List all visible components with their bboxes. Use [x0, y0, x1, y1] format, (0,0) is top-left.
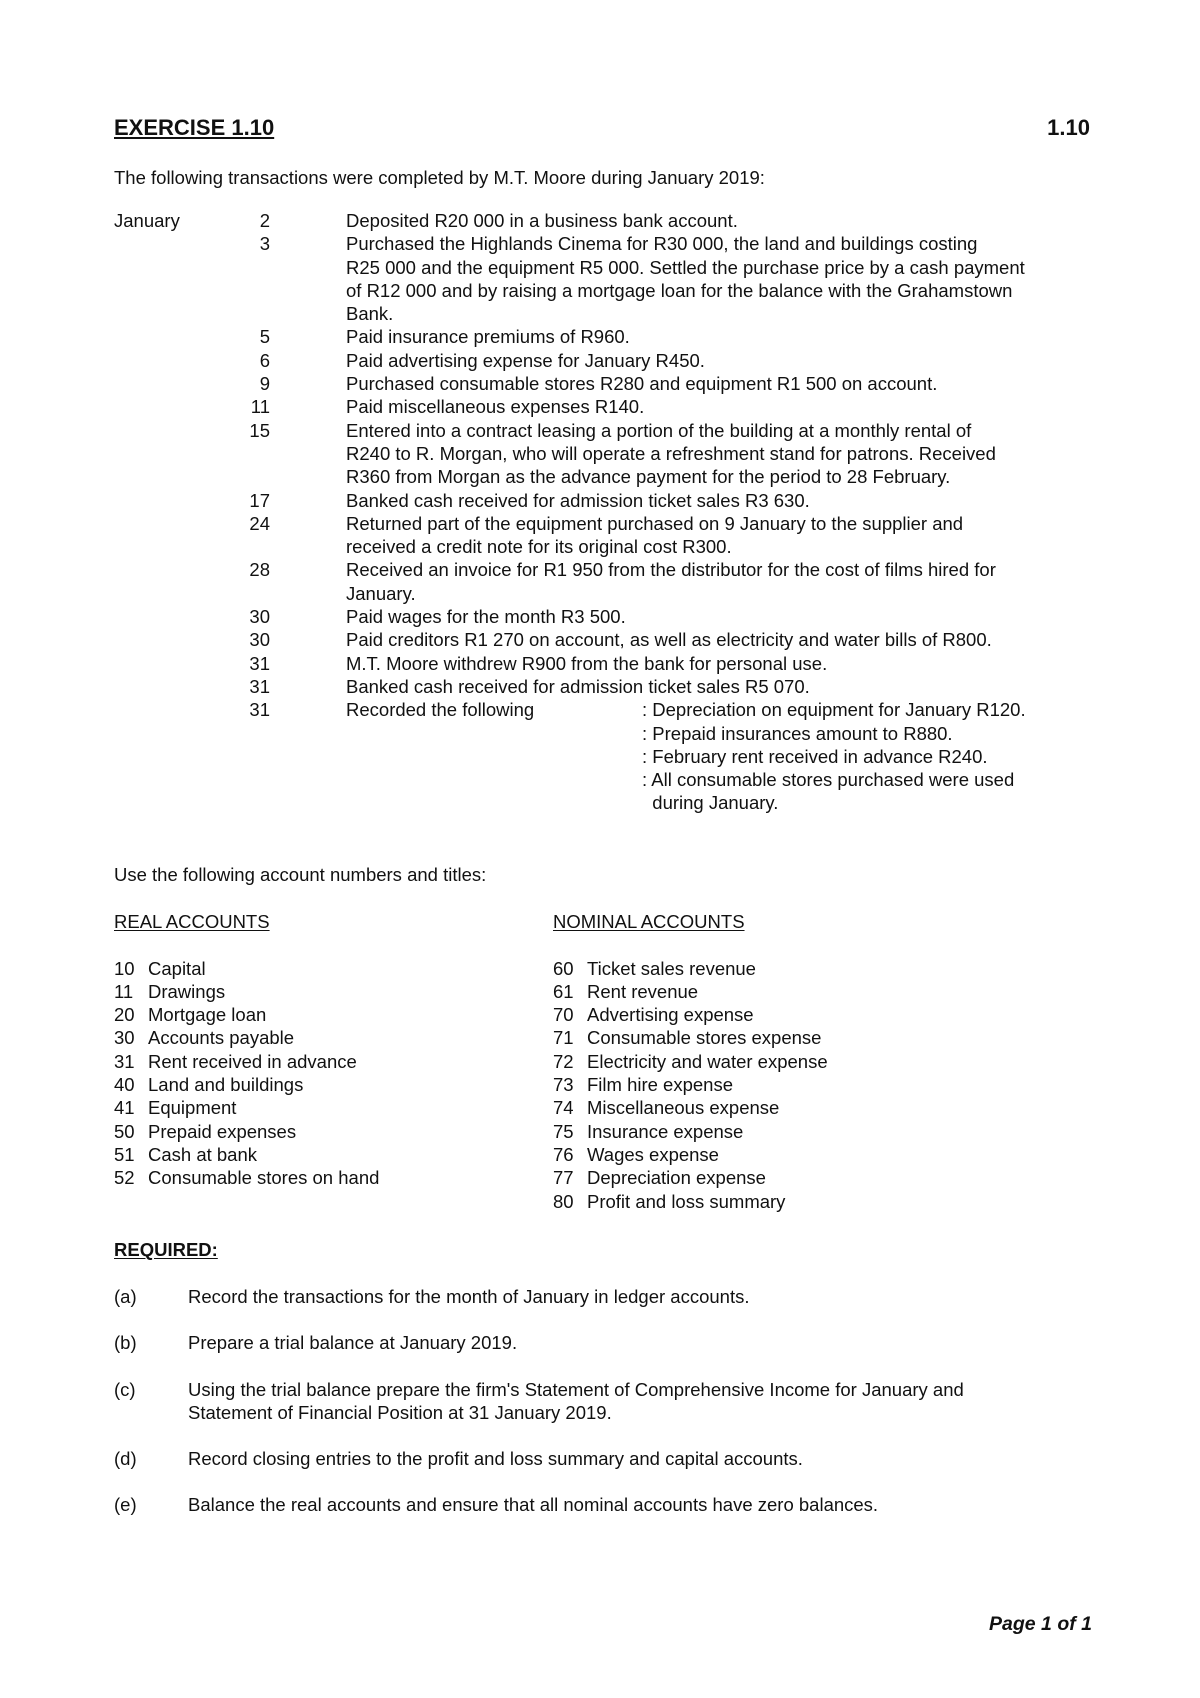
transaction-text — [346, 628, 1094, 651]
account-title: Consumable stores on hand — [148, 1167, 380, 1189]
transaction-text — [346, 489, 1094, 512]
transaction-month — [114, 232, 224, 325]
required-letter: (d) — [114, 1448, 137, 1470]
real-account-item — [114, 1096, 379, 1119]
required-item — [114, 1285, 1094, 1308]
exercise-number: 1.10 — [1047, 115, 1090, 140]
transaction-row — [114, 628, 1094, 651]
transaction-line: Bank. — [346, 303, 394, 325]
transaction-text — [346, 558, 1094, 605]
transaction-line: received a credit note for its original cost R300. — [346, 536, 732, 558]
transaction-month: January — [114, 210, 180, 231]
required-text — [188, 1447, 1094, 1470]
transaction-line: Received an invoice for R1 950 from the distributor for the cost of films hired for — [346, 559, 996, 581]
transaction-month — [114, 325, 224, 348]
required-line: Using the trial balance prepare the firm's Statement of Comprehensive Income for January and — [188, 1378, 964, 1400]
transaction-line: of R12 000 and by raising a mortgage loan for the balance with the Grahamstown — [346, 279, 1013, 301]
account-number: 41 — [114, 1097, 135, 1119]
transaction-text — [346, 419, 1094, 489]
transaction-month — [114, 605, 224, 628]
account-title: Rent received in advance — [148, 1050, 357, 1072]
transaction-day: 9 — [259, 373, 270, 395]
transaction-row — [114, 652, 1094, 675]
account-title: Insurance expense — [587, 1120, 744, 1142]
transaction-day: 17 — [249, 489, 270, 511]
transaction-month — [114, 349, 224, 372]
account-title: Wages expense — [587, 1143, 719, 1165]
account-title: Ticket sales revenue — [587, 957, 756, 979]
transaction-text — [346, 605, 1094, 628]
nominal-account-item — [553, 1003, 828, 1026]
transaction-text — [346, 395, 1094, 418]
required-line: Record the transactions for the month of January in ledger accounts. — [188, 1286, 750, 1307]
transaction-line: Paid wages for the month R3 500. — [346, 606, 626, 628]
transaction-month — [114, 419, 224, 489]
required-text — [188, 1493, 1094, 1516]
account-number: 61 — [553, 980, 574, 1002]
adjustment-note: : Prepaid insurances amount to R880. — [642, 722, 953, 744]
account-title: Equipment — [148, 1097, 237, 1119]
required-line: Statement of Financial Position at 31 January 2019. — [188, 1401, 612, 1423]
account-number: 40 — [114, 1074, 135, 1096]
account-title: Prepaid expenses — [148, 1120, 297, 1142]
transaction-day: 31 — [249, 652, 270, 674]
transaction-day: 31 — [249, 699, 270, 721]
account-number: 10 — [114, 957, 135, 979]
account-title: Mortgage loan — [148, 1004, 267, 1026]
required-letter: (c) — [114, 1378, 136, 1400]
adjustment-note: : All consumable stores purchased were used — [642, 769, 1015, 791]
transaction-row — [114, 395, 1094, 418]
nominal-account-item — [553, 1120, 828, 1143]
transaction-month — [114, 395, 224, 418]
account-title: Film hire expense — [587, 1074, 734, 1096]
transaction-month — [114, 628, 224, 651]
transaction-text — [346, 349, 1094, 372]
account-number: 11 — [114, 980, 134, 1002]
account-title: Accounts payable — [148, 1027, 295, 1049]
account-number: 20 — [114, 1004, 135, 1026]
required-heading: REQUIRED: — [114, 1239, 218, 1260]
transaction-line: Paid miscellaneous expenses R140. — [346, 396, 645, 418]
required-line: Prepare a trial balance at January 2019. — [188, 1332, 518, 1354]
required-line: Balance the real accounts and ensure that all nominal accounts have zero balances. — [188, 1494, 879, 1516]
transaction-line: Banked cash received for admission ticket sales R5 070. — [346, 675, 810, 697]
accounts-intro: Use the following account numbers and titles: — [114, 864, 487, 885]
transaction-row — [114, 605, 1094, 628]
account-title: Electricity and water expense — [587, 1050, 828, 1072]
transaction-day: 31 — [249, 675, 270, 697]
transaction-text — [346, 675, 1094, 698]
account-title: Depreciation expense — [587, 1167, 766, 1189]
real-account-item — [114, 1073, 379, 1096]
exercise-header — [114, 116, 1090, 146]
transaction-text — [346, 372, 1094, 395]
required-list — [114, 1285, 1094, 1540]
account-title: Capital — [148, 957, 206, 979]
account-number: 72 — [553, 1050, 574, 1072]
required-item — [114, 1331, 1094, 1354]
transaction-row — [114, 209, 1094, 232]
nominal-account-item — [553, 1050, 828, 1073]
transaction-list — [114, 209, 1094, 815]
transaction-row — [114, 512, 1094, 559]
account-title: Drawings — [148, 980, 226, 1002]
transaction-text — [346, 652, 1094, 675]
transaction-day: 11 — [250, 396, 270, 418]
nominal-account-item — [553, 1143, 828, 1166]
required-item — [114, 1447, 1094, 1470]
real-account-item — [114, 980, 379, 1003]
real-account-item — [114, 1166, 379, 1189]
transaction-row — [114, 372, 1094, 395]
transaction-row — [114, 419, 1094, 489]
nominal-account-item — [553, 980, 828, 1003]
transaction-line: Deposited R20 000 in a business bank account. — [346, 210, 738, 231]
transaction-line: M.T. Moore withdrew R900 from the bank for personal use. — [346, 652, 828, 674]
account-title: Profit and loss summary — [587, 1190, 786, 1212]
account-number: 30 — [114, 1027, 135, 1049]
transaction-line: R360 from Morgan as the advance payment for the period to 28 February. — [346, 466, 951, 488]
transaction-line: Purchased the Highlands Cinema for R30 000, the land and buildings costing — [346, 233, 978, 255]
required-letter: (a) — [114, 1286, 137, 1307]
nominal-account-item — [553, 1096, 828, 1119]
transaction-row — [114, 698, 1094, 814]
account-number: 71 — [553, 1027, 574, 1049]
transaction-row — [114, 558, 1094, 605]
transaction-month — [114, 698, 224, 814]
required-letter: (b) — [114, 1332, 137, 1354]
transaction-line: R25 000 and the equipment R5 000. Settled the purchase price by a cash payment — [346, 256, 1025, 278]
account-title: Land and buildings — [148, 1074, 304, 1096]
required-text — [188, 1285, 1094, 1308]
transaction-line: Purchased consumable stores R280 and equipment R1 500 on account. — [346, 373, 938, 395]
transaction-day: 30 — [249, 606, 270, 628]
adjustment-note: during January. — [642, 792, 779, 814]
transaction-line: Entered into a contract leasing a portion of the building at a monthly rental of — [346, 419, 972, 441]
transaction-text — [346, 512, 1094, 559]
real-account-item — [114, 1050, 379, 1073]
transaction-row — [114, 232, 1094, 325]
transaction-month — [114, 512, 224, 559]
real-accounts — [114, 910, 379, 1190]
account-number: 52 — [114, 1167, 135, 1189]
account-title: Consumable stores expense — [587, 1027, 822, 1049]
transaction-text — [346, 209, 1094, 232]
transaction-text — [346, 698, 1094, 814]
exercise-title: EXERCISE 1.10 — [114, 115, 275, 140]
transaction-text — [346, 325, 1094, 348]
nominal-account-item — [553, 1026, 828, 1049]
transaction-day: 5 — [259, 326, 270, 348]
nominal-account-item — [553, 957, 828, 980]
real-account-item — [114, 1120, 379, 1143]
transaction-line: Banked cash received for admission ticket sales R3 630. — [346, 489, 810, 511]
required-text — [188, 1378, 1094, 1425]
transaction-row — [114, 489, 1094, 512]
nominal-account-item — [553, 1166, 828, 1189]
transaction-month — [114, 675, 224, 698]
transaction-row — [114, 675, 1094, 698]
transaction-day: 15 — [249, 419, 270, 441]
account-number: 75 — [553, 1120, 574, 1142]
account-number: 76 — [553, 1143, 574, 1165]
transaction-line: Paid advertising expense for January R450. — [346, 349, 705, 371]
required-letter: (e) — [114, 1494, 137, 1516]
transaction-row — [114, 325, 1094, 348]
transaction-month — [114, 489, 224, 512]
account-number: 77 — [553, 1167, 574, 1189]
account-title: Rent revenue — [587, 980, 699, 1002]
intro-text: The following transactions were completed by M.T. Moore during January 2019: — [114, 167, 765, 188]
nominal-account-item — [553, 1073, 828, 1096]
transaction-day: 30 — [249, 629, 270, 651]
transaction-text — [346, 232, 1094, 325]
transaction-day: 6 — [259, 349, 270, 371]
real-account-item — [114, 1143, 379, 1166]
transaction-month — [114, 372, 224, 395]
nominal-accounts-list — [553, 957, 828, 1213]
transaction-line: Paid creditors R1 270 on account, as well as electricity and water bills of R800. — [346, 629, 992, 651]
adjustment-notes — [642, 698, 1094, 814]
real-account-item — [114, 1026, 379, 1049]
transaction-line: R240 to R. Morgan, who will operate a refreshment stand for patrons. Received — [346, 442, 996, 464]
adjustment-note: : February rent received in advance R240. — [642, 745, 988, 767]
account-title: Miscellaneous expense — [587, 1097, 780, 1119]
account-number: 60 — [553, 957, 574, 979]
transaction-day: 3 — [259, 233, 270, 255]
required-item — [114, 1493, 1094, 1516]
real-account-item — [114, 957, 379, 980]
transaction-row — [114, 349, 1094, 372]
account-number: 51 — [114, 1143, 135, 1165]
account-title: Advertising expense — [587, 1004, 754, 1026]
required-text — [188, 1331, 1094, 1354]
account-number: 50 — [114, 1120, 135, 1142]
real-accounts-list — [114, 957, 379, 1190]
transaction-line: Paid insurance premiums of R960. — [346, 326, 630, 348]
nominal-account-item — [553, 1190, 828, 1213]
account-number: 70 — [553, 1004, 574, 1026]
transaction-label: Recorded the following — [346, 699, 535, 721]
nominal-accounts — [553, 910, 828, 1213]
transaction-line: January. — [346, 582, 416, 604]
nominal-accounts-heading: NOMINAL ACCOUNTS — [553, 911, 745, 932]
transaction-month — [114, 558, 224, 605]
transaction-day: 24 — [249, 512, 270, 534]
page-footer: Page 1 of 1 — [989, 1613, 1092, 1635]
required-line: Record closing entries to the profit and loss summary and capital accounts. — [188, 1448, 803, 1470]
transaction-month — [114, 652, 224, 675]
transaction-day: 28 — [249, 559, 270, 581]
account-number: 31 — [114, 1050, 135, 1072]
transaction-day: 2 — [259, 210, 270, 231]
transaction-line: Returned part of the equipment purchased on 9 January to the supplier and — [346, 512, 964, 534]
required-item — [114, 1378, 1094, 1425]
adjustment-note: : Depreciation on equipment for January R120. — [642, 699, 1026, 721]
real-accounts-heading: REAL ACCOUNTS — [114, 911, 270, 932]
account-number: 80 — [553, 1190, 574, 1212]
account-number: 74 — [553, 1097, 574, 1119]
account-title: Cash at bank — [148, 1143, 258, 1165]
account-number: 73 — [553, 1074, 574, 1096]
real-account-item — [114, 1003, 379, 1026]
